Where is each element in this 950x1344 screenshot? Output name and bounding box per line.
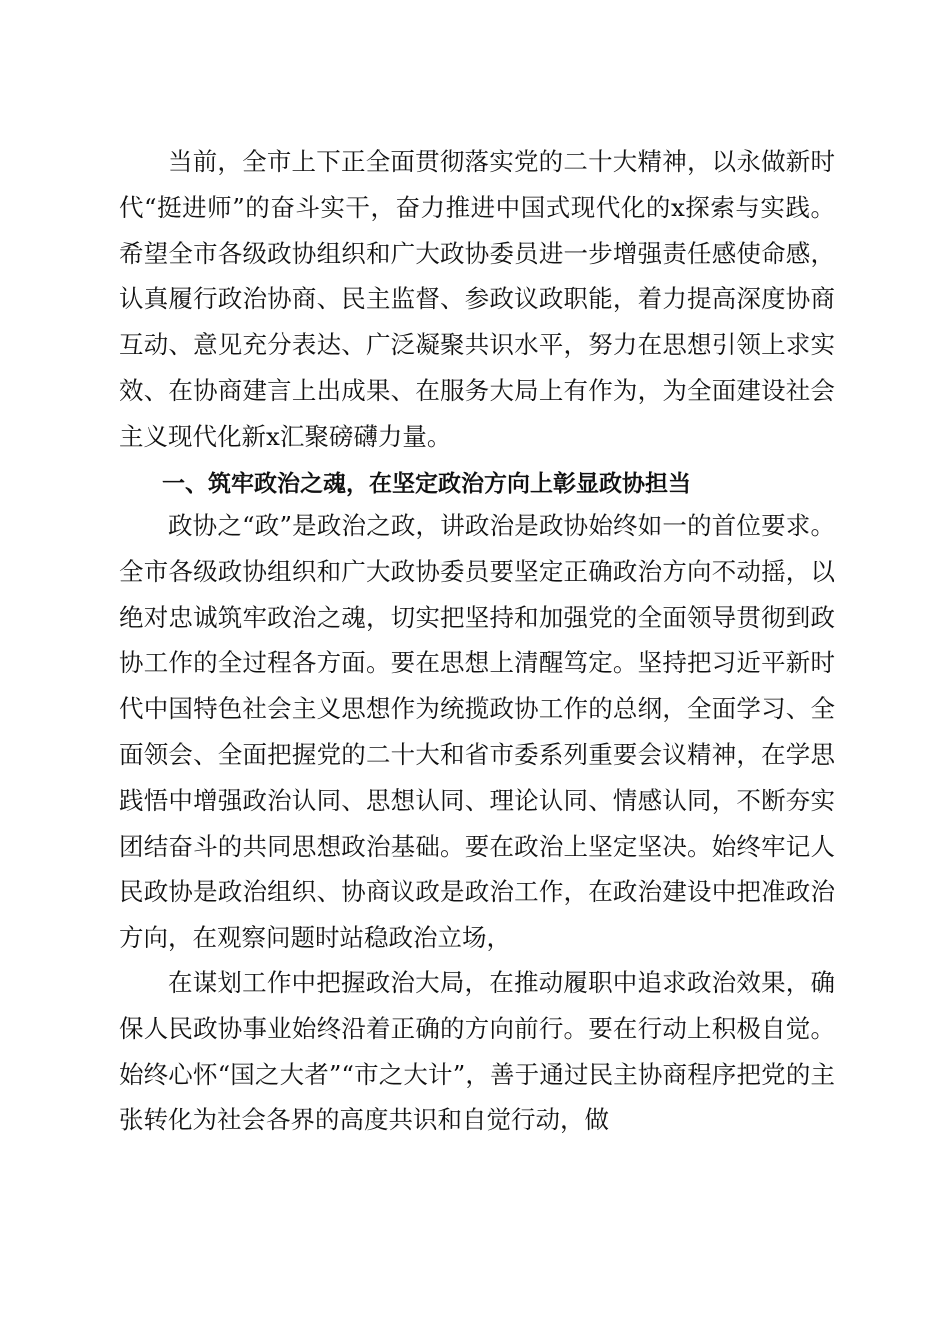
paragraph-continued: 在谋划工作中把握政治大局，在推动履职中追求政治效果，确保人民政协事业始终沿着正确的方向前行。要在行动上积极自觉。始终心怀“国之大者”“市之大计”，善于通过民主协商程序把党的主张转化为社会各界的高度共识和自觉行动，做 bbox=[119, 968, 835, 1135]
intro-section bbox=[119, 139, 835, 460]
paragraph-intro: 当前，全市上下正全面贯彻落实党的二十大精神，以永做新时代“挺进师”的奋斗实干，奋力推进中国式现代化的x探索与实践。希望全市各级政协组织和广大政协委员进一步增强责任感使命感，认真履行政治协商、民主监督、参政议政职能，着力提高深度协商互动、意见充分表达、广泛凝聚共识水平，努力在思想引领上求实效、在协商建言上出成果、在服务大局上有作为，为全面建设社会主义现代化新x汇聚磅礴力量。 bbox=[119, 147, 835, 451]
paragraph-section-1: 政协之“政”是政治之政，讲政治是政协始终如一的首位要求。全市各级政协组织和广大政协委员要坚定正确政治方向不动摇，以绝对忠诚筑牢政治之魂，切实把坚持和加强党的全面领导贯彻到政协工作的全过程各方面。要在思想上清醒笃定。坚持把习近平新时代中国特色社会主义思想作为统揽政协工作的总纲，全面学习、全面领会、全面把握党的二十大和省市委系列重要会议精神，在学思践悟中增强政治认同、思想认同、理论认同、情感认同，不断夯实团结奋斗的共同思想政治基础。要在政治上坚定坚决。始终牢记人民政协是政治组织、协商议政是政治工作，在政治建设中把准政治方向，在观察问题时站稳政治立场， bbox=[119, 511, 835, 953]
section-1-continued bbox=[119, 960, 835, 1143]
section-heading-1: 一、筑牢政治之魂，在坚定政治方向上彰显政协担当 bbox=[162, 471, 691, 497]
section-1-body bbox=[119, 503, 835, 961]
